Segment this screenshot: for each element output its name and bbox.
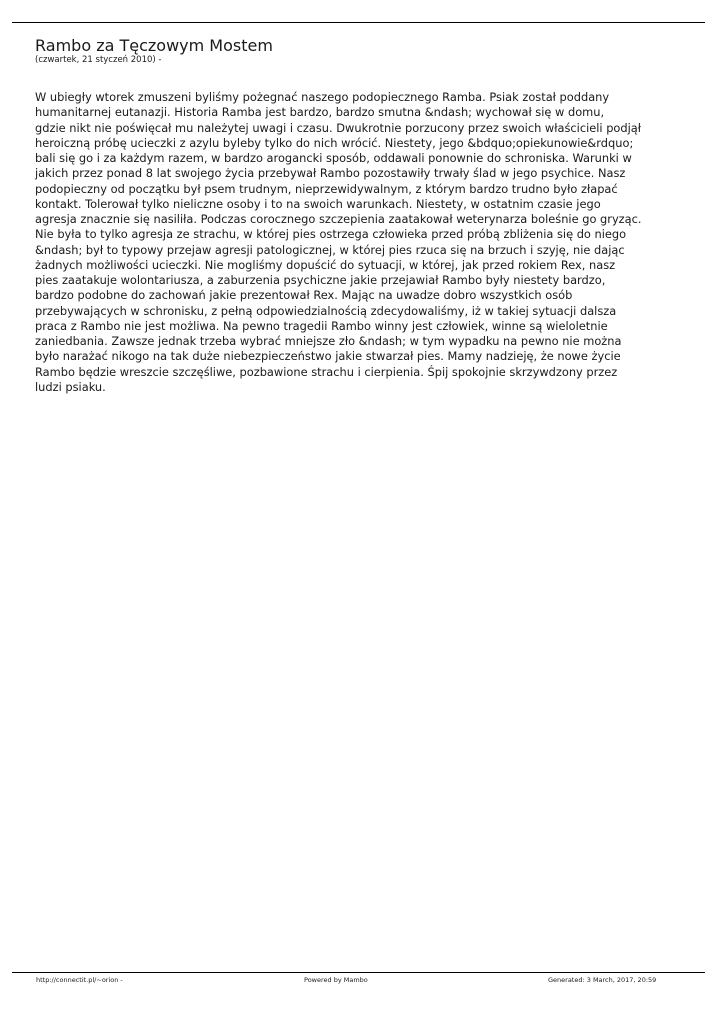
footer-powered-by: Powered by Mambo [304, 976, 368, 984]
article-title: Rambo za Tęczowym Mostem [35, 36, 273, 55]
article-date: (czwartek, 21 styczeń 2010) - [35, 55, 162, 65]
top-divider [12, 22, 705, 23]
footer-url: http://connectit.pl/~orion - [36, 976, 123, 984]
footer-generated: Generated: 3 March, 2017, 20:59 [548, 976, 657, 984]
article-body: W ubiegły wtorek zmuszeni byliśmy pożegnać naszego podopiecznego Ramba. Psiak został poddany humanitarnej eutanazji. Historia Ramba jest bardzo, bardzo smutna &ndash; wychował się w domu, gdzie nikt nie poświęcał mu należytej uwagi i czasu. Dwukrotnie porzucony przez swoich właścicieli podjął heroiczną próbę ucieczki z azylu byleby tylko do nich wrócić. Niestety, jego &bdquo;opiekunowie&rdquo; bali się go i za każdym razem, w bardzo arogancki sposób, oddawali ponownie do schroniska. Warunki w jakich przez ponad 8 lat swojego życia przebywał Rambo pozostawiły trwały ślad w jego psychice. Nasz podopieczny od początku był psem trudnym, nieprzewidywalnym, z którym bardzo trudno było złapać kontakt. Tolerował tylko nieliczne osoby i to na swoich warunkach. Niestety, w ostatnim czasie jego agresja znacznie się nasiliła. Podczas corocznego szczepienia zaatakował weterynarza boleśnie go gryząc. Nie była to tylko agresja ze strachu, w której pies ostrzega człowieka przed próbą zbliżenia się do niego &ndash; był to typowy przejaw agresji patologicznej, w której pies rzuca się na brzuch i szyję, nie dając żadnych możliwości ucieczki. Nie mogliśmy dopuścić do sytuacji, w której, jak przed rokiem Rex, nasz pies zaatakuje wolontariusza, a zaburzenia psychiczne jakie przejawiał Rambo były niestety bardzo, bardzo podobne do zachowań jakie prezentował Rex. Mając na uwadze dobro wszystkich osób przebywających w schronisku, z pełną odpowiedzialnością zdecydowaliśmy, iż w takiej sytuacji dalsza praca z Rambo nie jest możliwa. Na pewno tragedii Rambo winny jest człowiek, winne są wieloletnie zaniedbania. Zawsze jednak trzeba wybrać mniejsze zło &ndash; w tym wypadku na pewno nie można było narażać nikogo na tak duże niebezpieczeństwo jakie stwarzał pies. Mamy nadzieję, że nowe życie Rambo będzie wreszcie szczęśliwe, pozbawione strachu i cierpienia. Śpij spokojnie skrzywdzony przez ludzi psiaku. [35, 90, 642, 394]
bottom-divider [12, 972, 705, 973]
